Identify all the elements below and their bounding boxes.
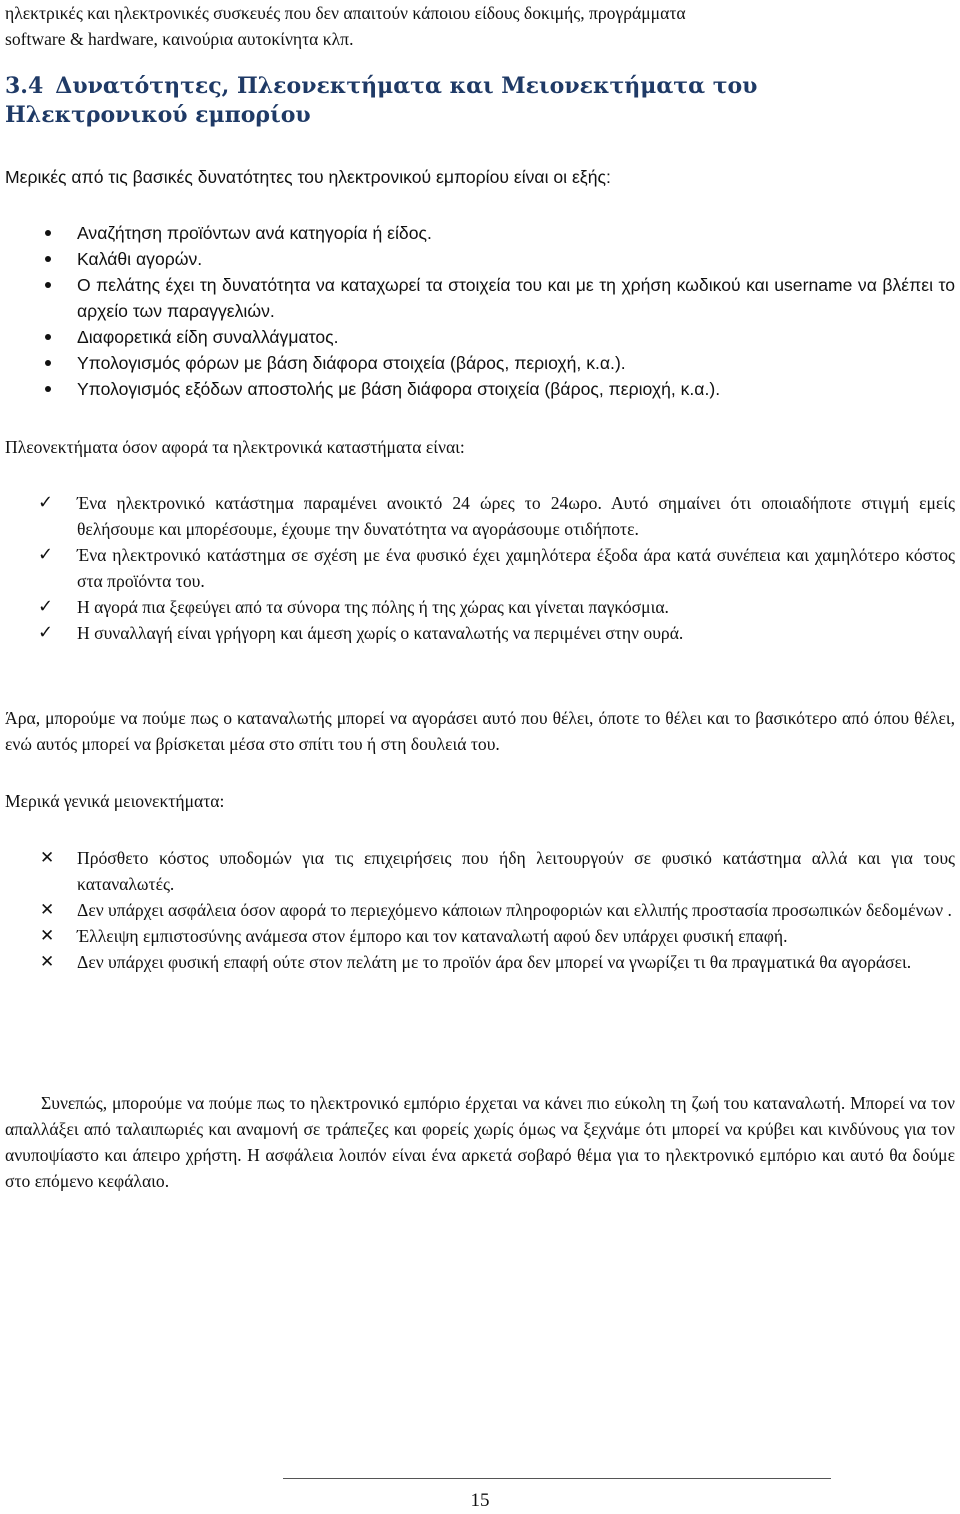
cross-mark-icon: ✕: [40, 952, 55, 972]
list-item: ✓ Ένα ηλεκτρονικό κατάστημα σε σχέση με ένα φυσικό έχει χαμηλότερα έξοδα άρα κατά συνέπεια και χαμηλότερο κόστος στα προϊόντα του.: [38, 544, 955, 591]
intro-line-2: software & hardware, καινούρια αυτοκίνητα κλπ.: [5, 29, 354, 49]
list-item: ✓ Η αγορά πια ξεφεύγει από τα σύνορα της πόλης ή της χώρας και γίνεται παγκόσμια.: [0, 594, 960, 620]
list-item: Υπολογισμός εξόδων αποστολής με βάση διάφορα στοιχεία (βάρος, περιοχή, κ.α.).: [0, 376, 960, 402]
intro-text: [5, 0, 955, 52]
section-heading: [5, 72, 925, 130]
disadvantages-intro: Μερικά γενικά μειονεκτήματα:: [5, 791, 225, 811]
conclusion-paragraph-2: Συνεπώς, μπορούμε να πούμε πως το ηλεκτρονικό εμπόριο έρχεται να κάνει πιο εύκολη τη ζωή του καταναλωτή. Μπορεί να τον απαλλάξει από ταλαιπωριές και αναμονή σε τράπεζες και φορείς χωρίς όμως να ξεχνάμε ότι μπορεί να κρύβει και κινδύνους για τον ανυποψίαστο και άπειρο χρήστη. Η ασφάλεια λοιπόν είναι ένα αρκετά σοβαρό θέμα για το ηλεκτρονικό εμπόριο και αυτό θα δούμε στο επόμενο κεφάλαιο.: [5, 1093, 955, 1191]
advantages-list: [0, 490, 960, 646]
cross-mark-icon: ✕: [40, 926, 55, 946]
disadvantages-list: [0, 845, 960, 975]
list-item: ✕ Δεν υπάρχει ασφάλεια όσον αφορά το περιεχόμενο κάποιων πληροφοριών και ελλιπής προστασία προσωπικών δεδομένων .: [0, 897, 960, 923]
bullet-dot-icon: [45, 360, 51, 366]
page-number: 15: [470, 1490, 490, 1511]
cross-mark-icon: ✕: [40, 848, 55, 868]
capabilities-intro: Μερικές από τις βασικές δυνατότητες του ηλεκτρονικού εμπορίου είναι οι εξής:: [5, 167, 611, 187]
list-item: ✕ Δεν υπάρχει φυσική επαφή ούτε στον πελάτη με το προϊόν άρα δεν μπορεί να γνωρίζει τι θα πραγματικά θα αγοράσει.: [0, 949, 960, 975]
list-item: ✕ Έλλειψη εμπιστοσύνης ανάμεσα στον έμπορο και τον καταναλωτή αφού δεν υπάρχει φυσική επαφή.: [0, 923, 960, 949]
section-number: 3.4: [5, 73, 44, 99]
bullet-dot-icon: [45, 282, 51, 288]
list-item: ✓ Η συναλλαγή είναι γρήγορη και άμεση χωρίς ο καταναλωτής να περιμένει στην ουρά.: [0, 620, 960, 646]
footer-divider: [283, 1478, 831, 1479]
check-mark-icon: ✓: [38, 544, 54, 565]
list-item: Διαφορετικά είδη συναλλάγματος.: [0, 324, 960, 350]
section-title: Δυνατότητες, Πλεονεκτήματα και Μειονεκτήματα του Ηλεκτρονικού εμπορίου: [5, 73, 758, 128]
list-item: Ο πελάτης έχει τη δυνατότητα να καταχωρεί τα στοιχεία του και με τη χρήση κωδικού και username να βλέπει το αρχείο των παραγγελιών.: [0, 272, 960, 324]
intro-line-1: ηλεκτρικές και ηλεκτρονικές συσκευές που δεν απαιτούν κάποιου είδους δοκιμής, προγράμματα: [5, 3, 686, 23]
list-item: Καλάθι αγορών.: [0, 246, 960, 272]
list-item: Αναζήτηση προϊόντων ανά κατηγορία ή είδος.: [0, 220, 960, 246]
check-mark-icon: ✓: [38, 492, 54, 513]
conclusion-paragraph-1: Άρα, μπορούμε να πούμε πως ο καταναλωτής μπορεί να αγοράσει αυτό που θέλει, όποτε το θέλει και το βασικότερο από όπου θέλει, ενώ αυτός μπορεί να βρίσκεται μέσα στο σπίτι του ή στη δουλειά του.: [5, 708, 955, 754]
bullet-dot-icon: [45, 256, 51, 262]
check-mark-icon: ✓: [38, 622, 54, 643]
list-item: ✕ Πρόσθετο κόστος υποδομών για τις επιχειρήσεις που ήδη λειτουργούν σε φυσικό κατάστημα αλλά και για τους καταναλωτές.: [0, 845, 960, 897]
advantages-intro: Πλεονεκτήματα όσον αφορά τα ηλεκτρονικά καταστήματα είναι:: [5, 437, 465, 457]
cross-mark-icon: ✕: [40, 900, 55, 920]
bullet-dot-icon: [45, 386, 51, 392]
check-mark-icon: ✓: [38, 596, 54, 617]
bullet-dot-icon: [45, 334, 51, 340]
capabilities-list: [0, 220, 960, 402]
bullet-dot-icon: [45, 230, 51, 236]
list-item: Υπολογισμός φόρων με βάση διάφορα στοιχεία (βάρος, περιοχή, κ.α.).: [0, 350, 960, 376]
list-item: ✓ Ένα ηλεκτρονικό κατάστημα παραμένει ανοικτό 24 ώρες το 24ωρο. Αυτό σημαίνει ότι οποιαδήποτε στιγμή εμείς θελήσουμε και μπορέσουμε, έχουμε την δυνατότητα να αγοράσουμε οτιδήποτε.: [38, 492, 955, 539]
